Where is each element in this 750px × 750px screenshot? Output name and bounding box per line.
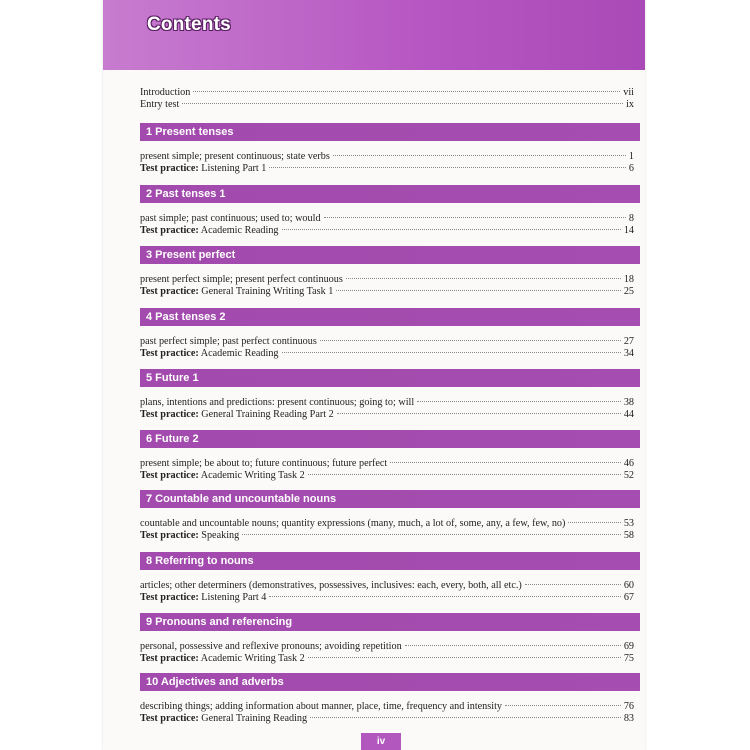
unit-heading-bar[interactable]	[140, 185, 640, 203]
unit-topics: past perfect simple; past perfect continuous	[140, 336, 317, 347]
unit-section	[140, 246, 640, 298]
unit-topics-page: 38	[623, 397, 634, 408]
toc-entry-page: vii	[623, 87, 634, 98]
test-practice-text: General Training Reading	[198, 713, 308, 724]
unit-title: 10 Adjectives and adverbs	[146, 676, 284, 688]
unit-section	[140, 430, 640, 482]
dot-leader	[337, 413, 621, 414]
test-practice-row[interactable]	[140, 530, 634, 542]
page-number-tab	[361, 733, 401, 750]
unit-topics-page: 18	[623, 274, 634, 285]
test-practice-label: Test practice:	[140, 470, 199, 481]
test-practice-label: Test practice:	[140, 225, 199, 236]
dot-leader	[242, 534, 621, 535]
dot-leader	[405, 645, 621, 646]
test-practice-text: Speaking	[198, 530, 240, 541]
test-practice-text: Academic Reading	[198, 225, 279, 236]
test-practice-row[interactable]	[140, 713, 634, 725]
test-practice-text: General Training Reading Part 2	[198, 409, 334, 420]
test-practice-label: Test practice:	[140, 713, 199, 724]
unit-topics: present simple; be about to; future continuous; future perfect	[140, 458, 388, 469]
dot-leader	[308, 474, 621, 475]
unit-topics-page: 1	[628, 151, 634, 162]
unit-title: 3 Present perfect	[146, 249, 236, 261]
unit-heading-bar[interactable]	[140, 123, 640, 141]
unit-topics: present perfect simple; present perfect continuous	[140, 274, 343, 285]
unit-topics-row[interactable]	[140, 641, 634, 653]
test-practice-label: Test practice:	[140, 348, 199, 359]
test-practice-text: Listening Part 4	[198, 592, 267, 603]
test-practice-row[interactable]	[140, 653, 634, 665]
unit-topics: present simple; present continuous; state verbs	[140, 151, 330, 162]
contents-header-band	[103, 0, 645, 70]
test-practice-label: Test practice:	[140, 163, 199, 174]
test-practice-row[interactable]	[140, 348, 634, 360]
test-practice-page: 83	[623, 713, 634, 724]
intro-entries	[140, 87, 634, 111]
dot-leader	[320, 340, 621, 341]
unit-topics-row[interactable]	[140, 274, 634, 286]
unit-heading-bar[interactable]	[140, 552, 640, 570]
test-practice-page: 34	[623, 348, 634, 359]
unit-topics-row[interactable]	[140, 397, 634, 409]
test-practice-page: 75	[623, 653, 634, 664]
test-practice-text: Listening Part 1	[198, 163, 267, 174]
unit-topics-row[interactable]	[140, 213, 634, 225]
dot-leader	[193, 91, 620, 92]
page-title: Contents	[147, 14, 231, 35]
contents-page	[103, 0, 645, 750]
unit-title: 7 Countable and uncountable nouns	[146, 493, 337, 505]
unit-section	[140, 369, 640, 421]
unit-topics: personal, possessive and reflexive pronouns; avoiding repetition	[140, 641, 402, 652]
unit-heading-bar[interactable]	[140, 490, 640, 508]
test-practice-row[interactable]	[140, 286, 634, 298]
unit-section	[140, 490, 640, 542]
unit-section	[140, 673, 640, 725]
unit-heading-bar[interactable]	[140, 369, 640, 387]
unit-topics: articles; other determiners (demonstratives, possessives, inclusives: each, every, both, all etc.)	[140, 580, 522, 591]
unit-title: 5 Future 1	[146, 372, 199, 384]
dot-leader	[269, 596, 620, 597]
unit-topics-row[interactable]	[140, 151, 634, 163]
unit-heading-bar[interactable]	[140, 308, 640, 326]
unit-topics-page: 27	[623, 336, 634, 347]
unit-topics: countable and uncountable nouns; quantity expressions (many, much, a lot of, some, any, a few, few, no)	[140, 518, 566, 529]
test-practice-label: Test practice:	[140, 286, 199, 297]
test-practice-label: Test practice:	[140, 530, 199, 541]
test-practice-page: 58	[623, 530, 634, 541]
test-practice-row[interactable]	[140, 470, 634, 482]
dot-leader	[333, 155, 626, 156]
dot-leader	[568, 522, 620, 523]
test-practice-row[interactable]	[140, 163, 634, 175]
test-practice-text: Academic Writing Task 2	[198, 470, 305, 481]
toc-entry-entry-test[interactable]	[140, 99, 634, 111]
unit-title: 8 Referring to nouns	[146, 555, 254, 567]
unit-heading-bar[interactable]	[140, 613, 640, 631]
unit-title: 6 Future 2	[146, 433, 199, 445]
unit-topics-page: 8	[628, 213, 634, 224]
dot-leader	[525, 584, 621, 585]
unit-heading-bar[interactable]	[140, 246, 640, 264]
test-practice-text: General Training Writing Task 1	[198, 286, 334, 297]
test-practice-text: Academic Writing Task 2	[198, 653, 305, 664]
unit-topics-page: 46	[623, 458, 634, 469]
unit-section	[140, 308, 640, 360]
test-practice-label: Test practice:	[140, 409, 199, 420]
dot-leader	[346, 278, 621, 279]
unit-section	[140, 613, 640, 665]
unit-title: 9 Pronouns and referencing	[146, 616, 293, 628]
unit-topics-page: 60	[623, 580, 634, 591]
page-number: iv	[376, 736, 386, 747]
dot-leader	[505, 705, 621, 706]
test-practice-label: Test practice:	[140, 653, 199, 664]
test-practice-label: Test practice:	[140, 592, 199, 603]
test-practice-page: 6	[628, 163, 634, 174]
dot-leader	[336, 290, 620, 291]
dot-leader	[282, 352, 621, 353]
unit-title: 1 Present tenses	[146, 126, 234, 138]
unit-topics: plans, intentions and predictions: present continuous; going to; will	[140, 397, 415, 408]
unit-topics-page: 69	[623, 641, 634, 652]
test-practice-row[interactable]	[140, 592, 634, 604]
unit-topics-row[interactable]	[140, 518, 634, 530]
toc-entry-page: ix	[626, 99, 634, 110]
dot-leader	[182, 103, 623, 104]
toc-entry-label: Introduction	[140, 87, 191, 98]
test-practice-page: 67	[623, 592, 634, 603]
unit-topics-page: 76	[623, 701, 634, 712]
test-practice-page: 25	[623, 286, 634, 297]
unit-section	[140, 552, 640, 604]
test-practice-text: Academic Reading	[198, 348, 279, 359]
toc-entry-introduction[interactable]	[140, 87, 634, 99]
dot-leader	[310, 717, 621, 718]
unit-topics-row[interactable]	[140, 336, 634, 348]
unit-heading-bar[interactable]	[140, 430, 640, 448]
unit-title: 4 Past tenses 2	[146, 311, 226, 323]
unit-topics-row[interactable]	[140, 580, 634, 592]
dot-leader	[417, 401, 621, 402]
test-practice-row[interactable]	[140, 225, 634, 237]
toc-entry-label: Entry test	[140, 99, 180, 110]
unit-topics: describing things; adding information about manner, place, time, frequency and intensity	[140, 701, 502, 712]
unit-topics-page: 53	[623, 518, 634, 529]
dot-leader	[308, 657, 621, 658]
unit-heading-bar[interactable]	[140, 673, 640, 691]
unit-section	[140, 185, 640, 237]
test-practice-row[interactable]	[140, 409, 634, 421]
dot-leader	[324, 217, 626, 218]
unit-topics: past simple; past continuous; used to; would	[140, 213, 321, 224]
dot-leader	[269, 167, 626, 168]
test-practice-page: 52	[623, 470, 634, 481]
unit-topics-row[interactable]	[140, 458, 634, 470]
test-practice-page: 14	[623, 225, 634, 236]
dot-leader	[282, 229, 621, 230]
unit-section	[140, 123, 640, 175]
unit-title: 2 Past tenses 1	[146, 188, 226, 200]
test-practice-page: 44	[623, 409, 634, 420]
unit-topics-row[interactable]	[140, 701, 634, 713]
dot-leader	[390, 462, 621, 463]
